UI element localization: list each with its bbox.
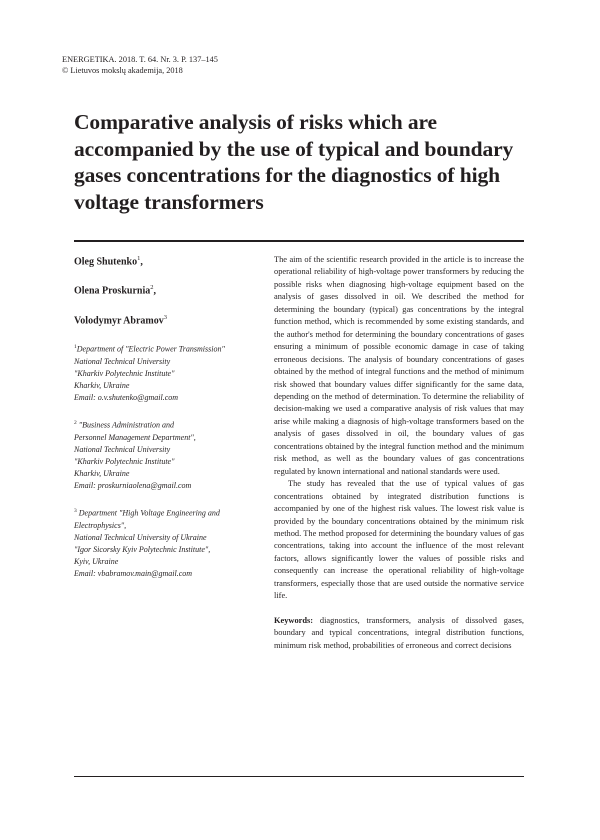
author-item bbox=[74, 253, 252, 268]
abstract-paragraph-1: The aim of the scientific research provided in the article is to increase the operational reliability of high-voltage power transformers by reducing the possible risks when diagnosing high-voltage equipment based on the analysis of gases dissolved in oil. We described the method for determining the boundary (typical) gas concentrations by the integral function method, which is recommended by some existing standards, and the author's method for determining the boundary concentrations of gases ensuring a minimum of possible economic damage in case of taking erroneous decisions. The analysis of boundary concentrations of gases obtained by the method of integral functions and the method of minimum risk showed that boundary values differ significantly for the same data, depending on the method of determination. To determine the reliability of decision-making we used a comparative analysis of risk values that may arise while making a diagnosis of high-voltage transformers based on the analysis of gases dissolved in oil, the boundary values of gas concentrations obtained by the integral function method and the minimum risk method, as well as the boundary values of gas concentrations regulated by known international and national standards were used. bbox=[274, 255, 524, 476]
abstract-paragraph-2: The study has revealed that the use of typical values of gas concentrations obtained by integrated distribution functions is accompanied by one of the highest risk values. The lowest risk value is provided by the boundary concentrations obtained by the minimum risk method. The method proposed for determining the boundary values of gas concentrations, taking into account the influence of the most relevant factors, allows significantly lower the values of possible risks and consequently can increase the operational reliability of high-voltage transformers, especially those that are used outside the normative service life. bbox=[274, 479, 524, 601]
affiliation-line: "Kharkiv Polytechnic Institute" bbox=[74, 457, 175, 467]
author-name: Oleg Shutenko bbox=[74, 256, 138, 268]
affiliation-sup: 3 bbox=[74, 508, 77, 515]
bottom-divider bbox=[74, 776, 524, 777]
affiliation-sup: 2 bbox=[74, 420, 77, 427]
keywords-text: diagnostics, transformers, analysis of dissolved gases, boundary and typical concentrations, integral distribution functions, minimum risk method, probabilities of erroneous and correct decisions bbox=[274, 615, 525, 650]
journal-header bbox=[62, 55, 218, 76]
affiliation-line: National Technical University of Ukraine bbox=[74, 533, 207, 543]
affiliation-sup: 1 bbox=[74, 343, 77, 350]
author-sup: 1 bbox=[137, 255, 141, 262]
affiliation-email: Email: o.v.shutenko@gmail.com bbox=[74, 393, 179, 403]
author-column bbox=[74, 253, 252, 594]
affiliation-3 bbox=[74, 505, 252, 580]
journal-copyright: © Lietuvos mokslų akademija, 2018 bbox=[62, 65, 183, 75]
author-sup: 2 bbox=[150, 284, 154, 292]
author-list bbox=[74, 253, 252, 327]
affiliation-line: Personnel Management Department", bbox=[74, 432, 196, 442]
author-item bbox=[74, 312, 252, 327]
affiliation-line: "Igor Sicorsky Kyiv Polytechnic Institute", bbox=[74, 545, 211, 555]
affiliation-1 bbox=[74, 341, 252, 404]
author-name: Olena Proskurnia bbox=[74, 285, 151, 297]
keywords-label: Keywords: bbox=[274, 615, 314, 625]
affiliation-line: Kharkiv, Ukraine bbox=[74, 380, 130, 390]
journal-citation: ENERGETIKA. 2018. T. 64. Nr. 3. P. 137–145 bbox=[62, 55, 218, 64]
affiliation-line: Kharkiv, Ukraine bbox=[74, 469, 130, 479]
keywords bbox=[274, 615, 524, 652]
top-divider bbox=[74, 240, 524, 242]
affiliation-line: Electrophysics", bbox=[74, 521, 127, 531]
affiliation-line: $^1$Department of "Electric Power Transmission" bbox=[74, 343, 225, 354]
affiliation-line: Kyiv, Ukraine bbox=[74, 557, 119, 567]
author-sep: , bbox=[153, 285, 156, 297]
affiliation-line: National Technical University bbox=[74, 356, 171, 366]
author-name: Volodymyr Abramov bbox=[74, 314, 164, 326]
affiliation-2 bbox=[74, 417, 252, 492]
article-title: Comparative analysis of risks which are accompanied by the use of typical and boundary gases concentrations for the diagnostics of high voltage transformers bbox=[74, 110, 514, 214]
affiliation-line: National Technical University bbox=[74, 444, 171, 454]
abstract-column bbox=[274, 254, 524, 652]
affiliation-line: $^3$ Department "High Voltage Engineering and bbox=[74, 508, 220, 518]
affiliation-email: Email: vbabramov.main@gmail.com bbox=[74, 569, 193, 579]
affiliation-email: Email: proskurniaolena@gmail.com bbox=[74, 481, 192, 491]
affiliation-line: "Kharkiv Polytechnic Institute" bbox=[74, 368, 175, 378]
author-item bbox=[74, 282, 252, 297]
affiliation-line: $^2$ "Business Administration and bbox=[74, 420, 174, 430]
author-sup: 3 bbox=[163, 313, 167, 321]
author-sep: , bbox=[140, 256, 143, 268]
